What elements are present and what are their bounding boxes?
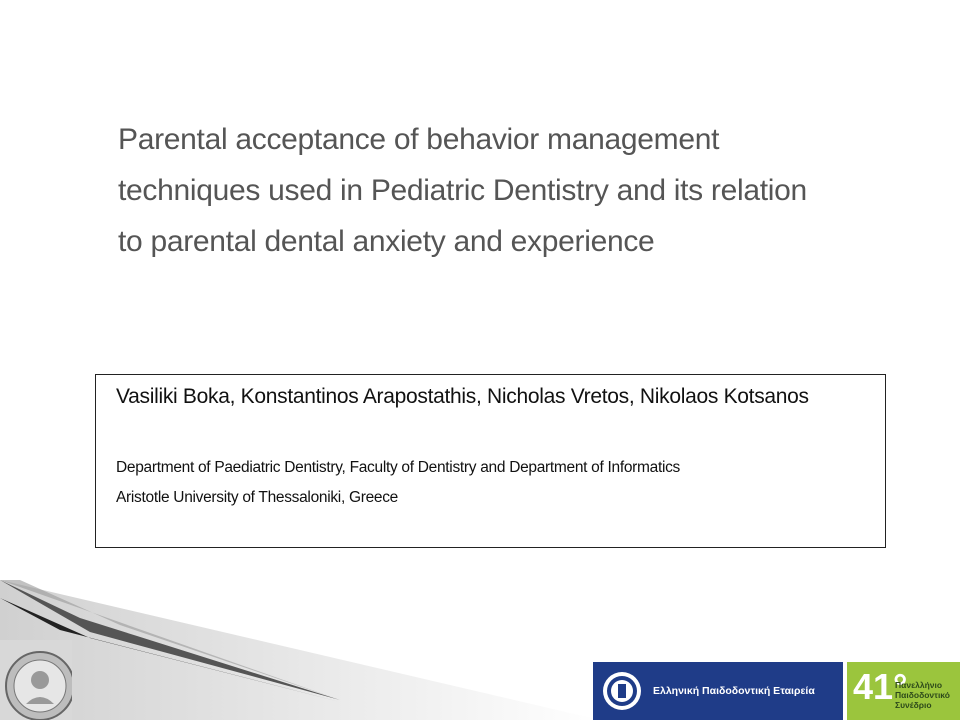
authors-list: Vasiliki Boka, Konstantinos Arapostathis, Nicholas Vretos, Nikolaos Kotsanos	[116, 385, 809, 408]
congress-number: 41°	[853, 666, 908, 707]
congress-text-line-1: Πανελλήνιο	[895, 680, 943, 690]
society-banner	[593, 662, 843, 720]
affiliation-line-1: Department of Paediatric Dentistry, Faculty of Dentistry and Department of Informatics	[116, 459, 681, 476]
affiliation-line-2: Aristotle University of Thessaloniki, Greece	[116, 489, 398, 506]
title-line-1: Parental acceptance of behavior management	[118, 123, 720, 156]
congress-text	[895, 680, 950, 710]
university-seal-icon	[0, 640, 72, 720]
congress-banner	[847, 662, 960, 720]
title-line-2: techniques used in Pediatric Dentistry and its relation	[118, 174, 807, 207]
society-emblem-icon	[601, 670, 643, 712]
title-line-3: to parental dental anxiety and experience	[118, 225, 655, 258]
slide-title	[118, 114, 918, 267]
authors-box	[95, 374, 886, 548]
university-logo	[0, 640, 72, 720]
congress-text-line-3: Συνέδριο	[895, 700, 932, 710]
decorative-swoosh	[0, 580, 600, 720]
congress-text-line-2: Παιδοδοντικό	[895, 690, 950, 700]
society-name: Ελληνική Παιδοδοντική Εταιρεία	[653, 685, 815, 697]
